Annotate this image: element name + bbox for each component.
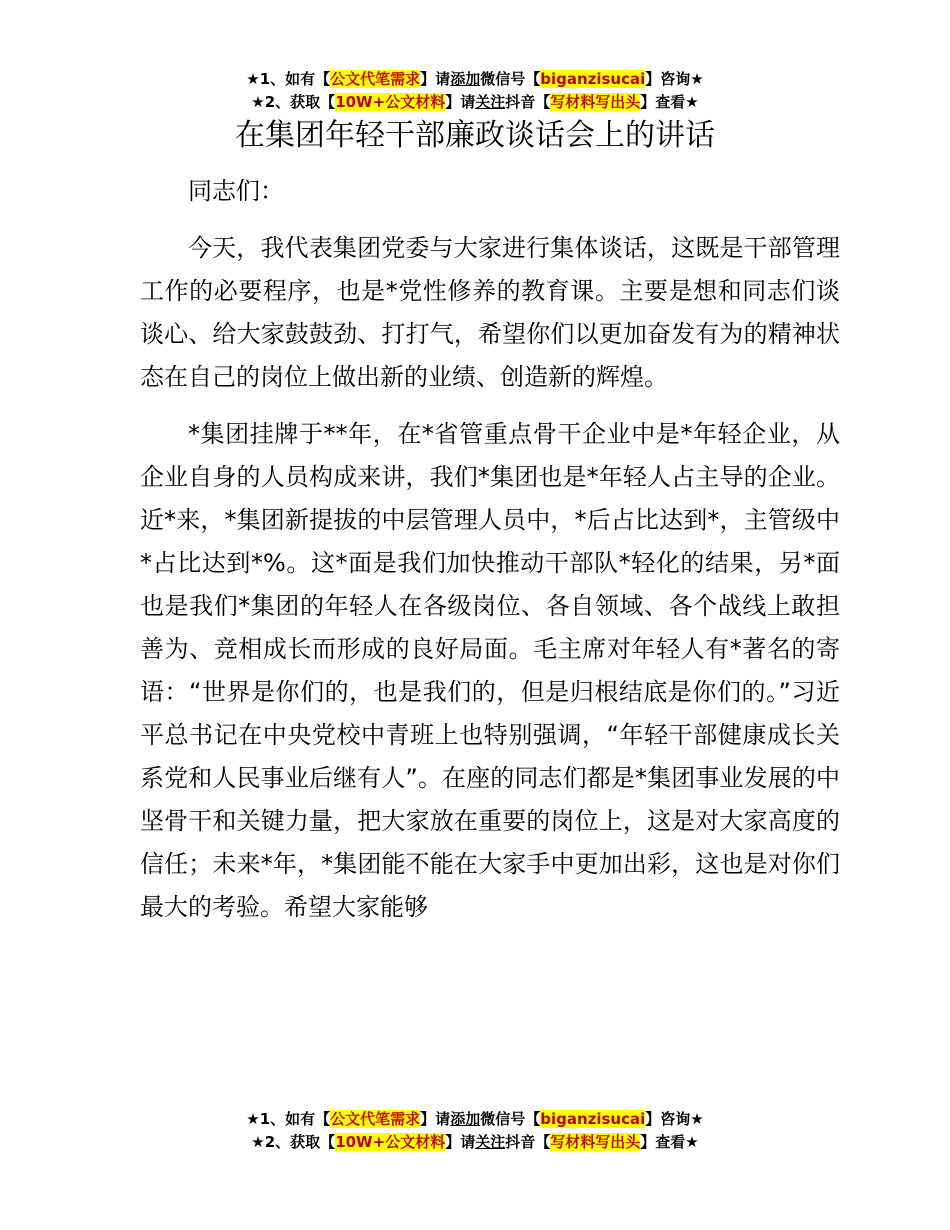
banner-text: 微信号【 (480, 70, 541, 88)
underlined-text: 关注 (475, 1133, 506, 1151)
highlight-wechat-id: biganzisucai (540, 1110, 646, 1128)
banner-text: ★1、如有【 (246, 70, 331, 88)
greeting: 同志们： (188, 177, 284, 205)
paragraph-1: 今天，我代表集团党委与大家进行集体谈话，这既是干部管理工作的必要程序，也是*党性修养的教育课。主要是想和同志们谈谈心、给大家鼓鼓劲、打打气，希望你们以更加奋发有为的精神状态在自己的岗位上做出新的业绩、创造新的辉煌。 (140, 234, 840, 391)
banner-line-2 (0, 91, 950, 114)
banner-text: 】请 (420, 70, 451, 88)
banner-text: 】请 (445, 1133, 476, 1151)
banner-text: 】请 (420, 1110, 451, 1128)
highlight-materials: 10W+公文材料 (335, 93, 446, 111)
banner-text: ★2、获取【 (251, 1133, 336, 1151)
banner-text: ★2、获取【 (251, 93, 336, 111)
banner-text: 】请 (445, 93, 476, 111)
banner-line-2 (0, 1131, 950, 1154)
banner-text: 】查看★ (640, 93, 699, 111)
highlight-douyin: 写材料写出头 (550, 93, 641, 111)
highlight-service: 公文代笔需求 (330, 70, 421, 88)
banner-text: 抖音【 (505, 1133, 551, 1151)
banner-line-1 (0, 68, 950, 91)
paragraph-2: *集团挂牌于**年，在*省管重点骨干企业中是*年轻企业，从企业自身的人员构成来讲，我们*集团也是*年轻人占主导的企业。近*来，*集团新提拔的中层管理人员中，*后占比达到*，主管级中*占比达到*%。这*面是我们加快推动干部队*轻化的结果，另*面也是我们*集团的年轻人在各级岗位、各自领域、各个战线上敢担善为、竞相成长而形成的良好局面。毛主席对年轻人有*著名的寄语：“世界是你们的，也是我们的，但是归根结底是你们的。”习近平总书记在中央党校中青班上也特别强调，“年轻干部健康成长关系党和人民事业后继有人”。在座的同志们都是*集团事业发展的中坚骨干和关键力量，把大家放在重要的岗位上，这是对大家高度的信任；未来*年，*集团能不能在大家手中更加出彩，这也是对你们最大的考验。希望大家能够 (140, 420, 840, 921)
highlight-wechat-id: biganzisucai (540, 70, 646, 88)
banner-text: 抖音【 (505, 93, 551, 111)
banner-text: ★1、如有【 (246, 1110, 331, 1128)
highlight-douyin: 写材料写出头 (550, 1133, 641, 1151)
highlight-materials: 10W+公文材料 (335, 1133, 446, 1151)
document-title: 在集团年轻干部廉政谈话会上的讲话 (235, 118, 715, 153)
document-body (140, 170, 840, 943)
footer-banner (0, 1108, 950, 1154)
underlined-text: 添加 (450, 70, 481, 88)
banner-text: 】咨询★ (645, 1110, 704, 1128)
underlined-text: 添加 (450, 1110, 481, 1128)
banner-text: 】咨询★ (645, 70, 704, 88)
banner-line-1 (0, 1108, 950, 1131)
banner-text: 微信号【 (480, 1110, 541, 1128)
underlined-text: 关注 (475, 93, 506, 111)
highlight-service: 公文代笔需求 (330, 1110, 421, 1128)
banner-text: 】查看★ (640, 1133, 699, 1151)
header-banner (0, 68, 950, 114)
